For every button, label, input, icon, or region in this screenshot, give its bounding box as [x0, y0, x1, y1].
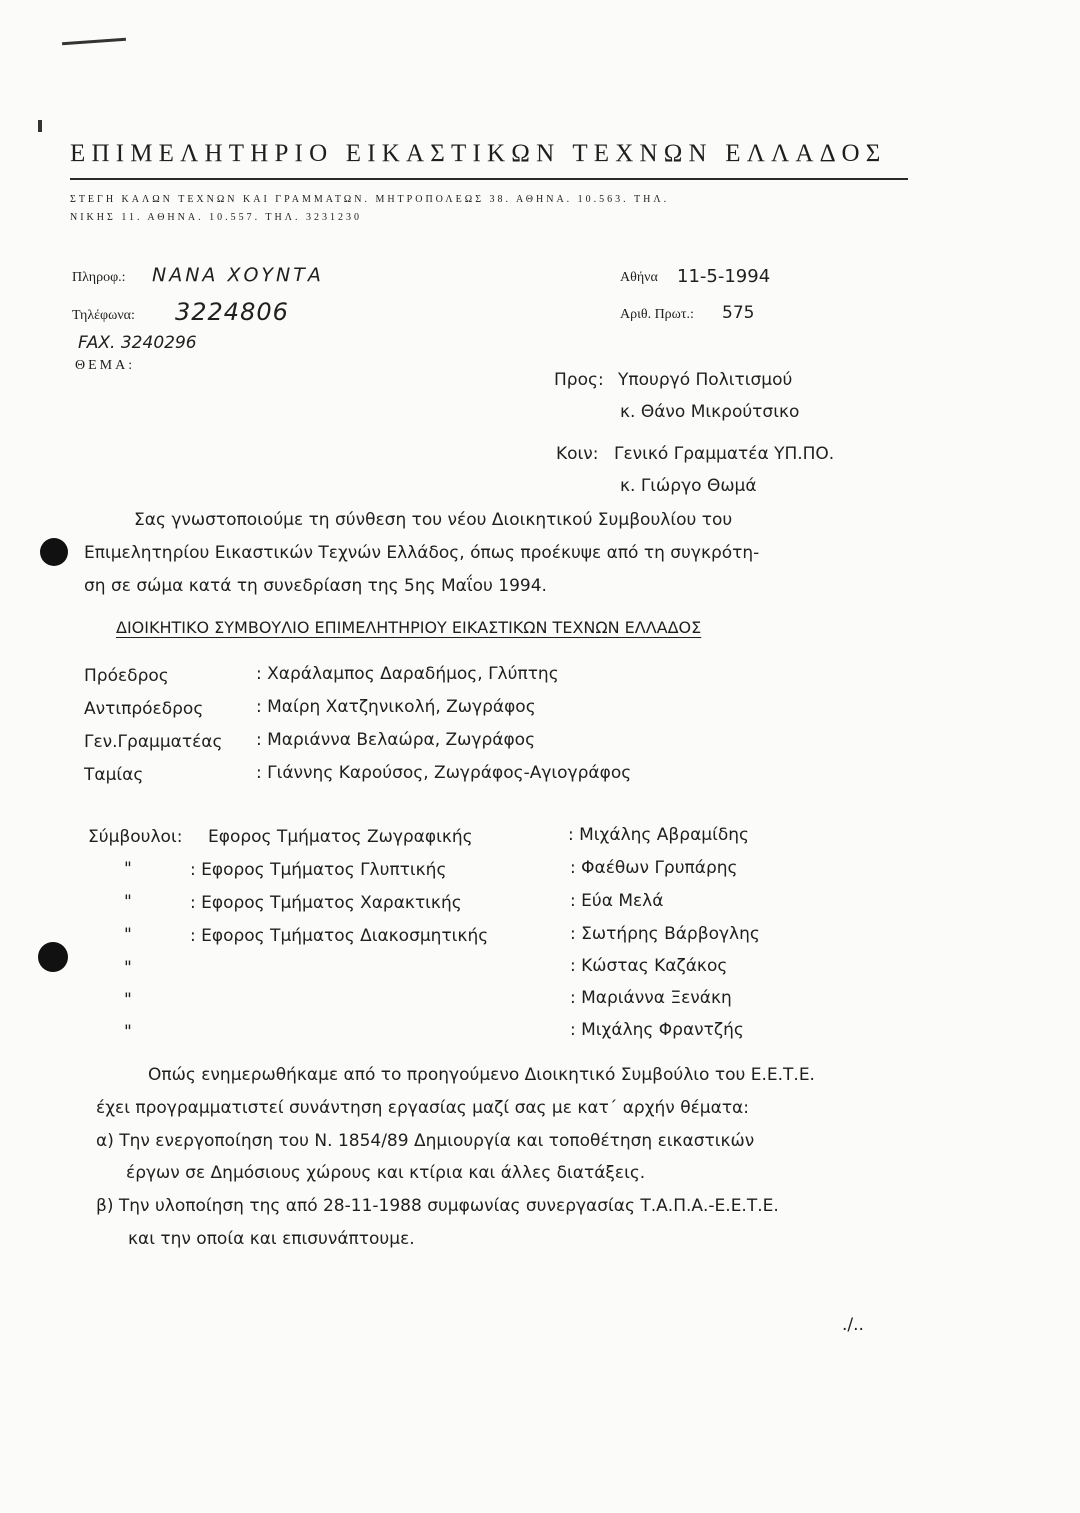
councillor-name: : Μαριάννα Ξενάκη — [570, 988, 732, 1008]
phone-label: Τηλέφωνα: — [72, 308, 135, 323]
cc-person: κ. Γιώργο Θωμά — [620, 476, 757, 496]
continuation-mark: ./.. — [842, 1315, 864, 1335]
cc-label: Κοιν: — [556, 444, 599, 464]
punch-hole — [40, 538, 68, 566]
letterhead-address-2: ΝΙΚΗΣ 11. ΑΘΗΝΑ. 10.557. ΤΗΛ. 3231230 — [70, 212, 362, 223]
protocol-label: Αριθ. Πρωτ.: — [620, 307, 694, 322]
item-b-line-2: και την οποία και επισυνάπτουμε. — [128, 1229, 415, 1249]
intro-line-2: Επιμελητηρίου Εικαστικών Τεχνών Ελλάδος, όπως προέκυψε από τη συγκρότη- — [84, 543, 760, 563]
councillor-role: Εφορος Τμήματος Ζωγραφικής — [208, 827, 473, 847]
councillor-name: : Φαέθων Γρυπάρης — [570, 858, 738, 878]
board-title: ΔΙΟΙΚΗΤΙΚΟ ΣΥΜΒΟΥΛΙΟ ΕΠΙΜΕΛΗΤΗΡΙΟΥ ΕΙΚΑΣΤΙΚΩΝ ΤΕΧΝΩΝ ΕΛΛΑΔΟΣ — [116, 618, 702, 637]
to-label: Προς: — [554, 370, 604, 390]
to-org: Υπουργό Πολιτισμού — [618, 370, 793, 390]
officer-name: : Μαριάννα Βελαώρα, Ζωγράφος — [256, 730, 536, 750]
intro-line-3: ση σε σώμα κατά τη συνεδρίαση της 5ης Μαΐου 1994. — [84, 576, 547, 596]
ditto-mark: " — [124, 859, 132, 879]
ditto-mark: " — [124, 958, 132, 978]
councillors-label: Σύμβουλοι: — [88, 827, 183, 847]
to-person: κ. Θάνο Μικρούτσικο — [620, 402, 800, 422]
councillor-name: : Εύα Μελά — [570, 891, 664, 911]
councillor-role: : Εφορος Τμήματος Χαρακτικής — [190, 893, 462, 913]
councillor-role: : Εφορος Τμήματος Γλυπτικής — [190, 860, 447, 880]
closing-line-1: Οπώς ενημερωθήκαμε από το προηγούμενο Διοικητικό Συμβούλιο του Ε.Ε.Τ.Ε. — [148, 1065, 815, 1085]
place-label: Αθήνα — [620, 270, 658, 285]
closing-line-2: έχει προγραμματιστεί συνάντηση εργασίας μαζί σας με κατ΄ αρχήν θέματα: — [96, 1098, 749, 1118]
councillor-name: : Κώστας Καζάκος — [570, 956, 728, 976]
intro-line-1: Σας γνωστοποιούμε τη σύνθεση του νέου Διοικητικού Συμβουλίου του — [134, 510, 733, 530]
subject-label: ΘΕΜΑ: — [75, 358, 136, 373]
contact-label: Πληροφ.: — [72, 270, 126, 285]
phone-value: 3224806 — [175, 298, 289, 326]
letterhead-title: ΕΠΙΜΕΛΗΤΗΡΙΟ ΕΙΚΑΣΤΙΚΩΝ ΤΕΧΝΩΝ ΕΛΛΑΔΟΣ — [70, 140, 887, 167]
ditto-mark: " — [124, 990, 132, 1010]
punch-hole — [38, 942, 68, 972]
councillor-name: : Σωτήρης Βάρβογλης — [570, 924, 760, 944]
councillor-role: : Εφορος Τμήματος Διακοσμητικής — [190, 926, 489, 946]
officer-role: Αντιπρόεδρος — [84, 699, 204, 719]
ditto-mark: " — [124, 1022, 132, 1042]
contact-value: ΝΑΝΑ ΧΟΥΝΤΑ — [152, 264, 324, 286]
officer-name: : Μαίρη Χατζηνικολή, Ζωγράφος — [256, 697, 536, 717]
officer-role: Πρόεδρος — [84, 666, 169, 686]
fax-value: FAX. 3240296 — [78, 333, 197, 353]
item-b-line-1: β) Την υλοποίηση της από 28-11-1988 συμφωνίας συνεργασίας Τ.Α.Π.Α.-Ε.Ε.Τ.Ε. — [96, 1196, 779, 1216]
scan-mark — [38, 120, 42, 132]
ditto-mark: " — [124, 892, 132, 912]
officer-role: Γεν.Γραμματέας — [84, 732, 223, 752]
cc-org: Γενικό Γραμματέα ΥΠ.ΠΟ. — [614, 444, 835, 464]
officer-name: : Γιάννης Καρούσος, Ζωγράφος-Αγιογράφος — [256, 763, 632, 783]
protocol-number: 575 — [722, 303, 755, 323]
letterhead-rule — [70, 178, 908, 180]
item-a-line-1: α) Την ενεργοποίηση του Ν. 1854/89 Δημιουργία και τοποθέτηση εικαστικών — [96, 1131, 755, 1151]
councillor-name: : Μιχάλης Αβραμίδης — [568, 825, 749, 845]
scan-mark — [62, 38, 126, 45]
letterhead-address-1: ΣΤΕΓΗ ΚΑΛΩΝ ΤΕΧΝΩΝ ΚΑΙ ΓΡΑΜΜΑΤΩΝ. ΜΗΤΡΟΠΟΛΕΩΣ 38. ΑΘΗΝΑ. 10.563. ΤΗΛ. — [70, 194, 670, 205]
officer-name: : Χαράλαμπος Δαραδήμος, Γλύπτης — [256, 664, 559, 684]
item-a-line-2: έργων σε Δημόσιους χώρους και κτίρια και άλλες διατάξεις. — [126, 1163, 646, 1183]
councillor-name: : Μιχάλης Φραντζής — [570, 1020, 744, 1040]
officer-role: Ταμίας — [84, 765, 144, 785]
ditto-mark: " — [124, 925, 132, 945]
letter-date: 11-5-1994 — [677, 266, 771, 287]
